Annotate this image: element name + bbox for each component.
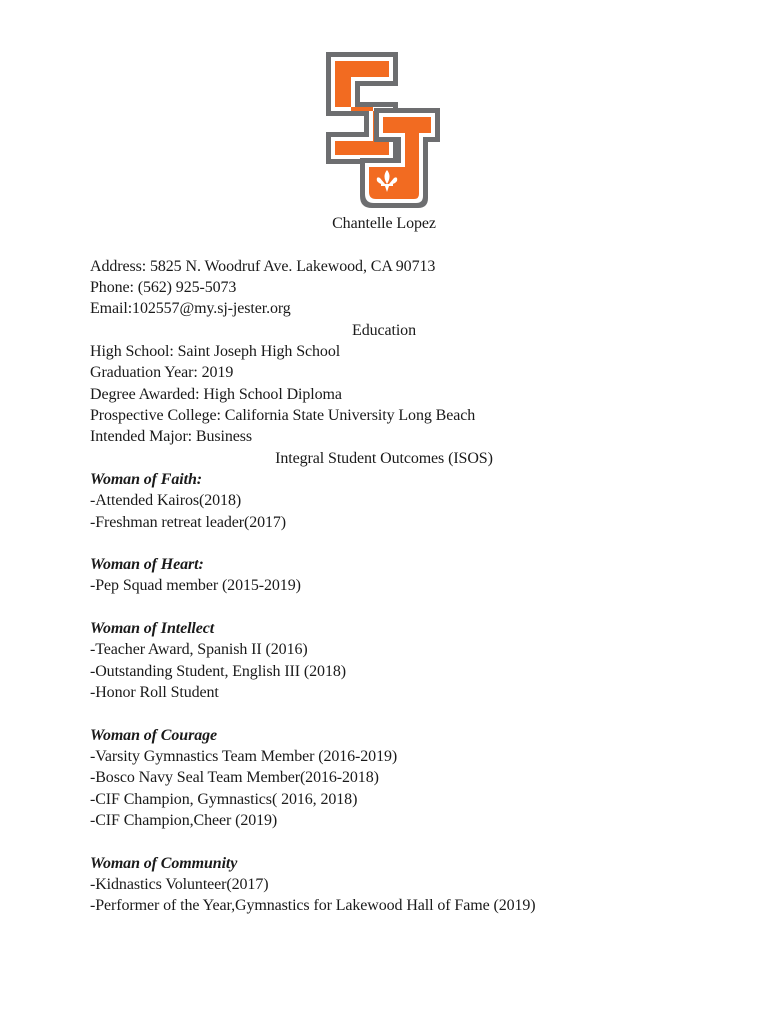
list-item: -CIF Champion, Gymnastics( 2016, 2018) bbox=[90, 791, 358, 808]
education-line: Prospective College: California State University Long Beach bbox=[90, 407, 476, 424]
education-line: Intended Major: Business bbox=[90, 428, 253, 445]
list-item: -Performer of the Year,Gymnastics for Lakewood Hall of Fame (2019) bbox=[90, 897, 536, 914]
section-heading-heart: Woman of Heart: bbox=[90, 556, 204, 573]
education-line: Graduation Year: 2019 bbox=[90, 364, 234, 381]
section-heading-intellect: Woman of Intellect bbox=[90, 620, 215, 637]
school-logo bbox=[320, 46, 446, 210]
phone-line: Phone: (562) 925-5073 bbox=[90, 279, 237, 296]
education-line: High School: Saint Joseph High School bbox=[90, 343, 341, 360]
list-item: -Attended Kairos(2018) bbox=[90, 492, 242, 509]
list-item: -Kidnastics Volunteer(2017) bbox=[90, 876, 269, 893]
section-heading-community: Woman of Community bbox=[90, 855, 238, 872]
list-item: -Teacher Award, Spanish II (2016) bbox=[90, 641, 308, 658]
student-name: Chantelle Lopez bbox=[332, 215, 436, 232]
sj-monogram-logo bbox=[320, 46, 446, 210]
education-line: Degree Awarded: High School Diploma bbox=[90, 386, 342, 403]
list-item: -Bosco Navy Seal Team Member(2016-2018) bbox=[90, 769, 379, 786]
list-item: -Pep Squad member (2015-2019) bbox=[90, 577, 301, 594]
section-heading-courage: Woman of Courage bbox=[90, 727, 218, 744]
address-line: Address: 5825 N. Woodruf Ave. Lakewood, CA 90713 bbox=[90, 258, 436, 275]
isos-title: Integral Student Outcomes (ISOS) bbox=[275, 450, 493, 467]
list-item: -Honor Roll Student bbox=[90, 684, 219, 701]
list-item: -CIF Champion,Cheer (2019) bbox=[90, 812, 278, 829]
education-title: Education bbox=[352, 322, 416, 339]
list-item: -Freshman retreat leader(2017) bbox=[90, 514, 287, 531]
list-item: -Outstanding Student, English III (2018) bbox=[90, 663, 346, 680]
email-line: Email:102557@my.sj-jester.org bbox=[90, 300, 291, 317]
section-heading-faith: Woman of Faith: bbox=[90, 471, 203, 488]
list-item: -Varsity Gymnastics Team Member (2016-2019) bbox=[90, 748, 398, 765]
